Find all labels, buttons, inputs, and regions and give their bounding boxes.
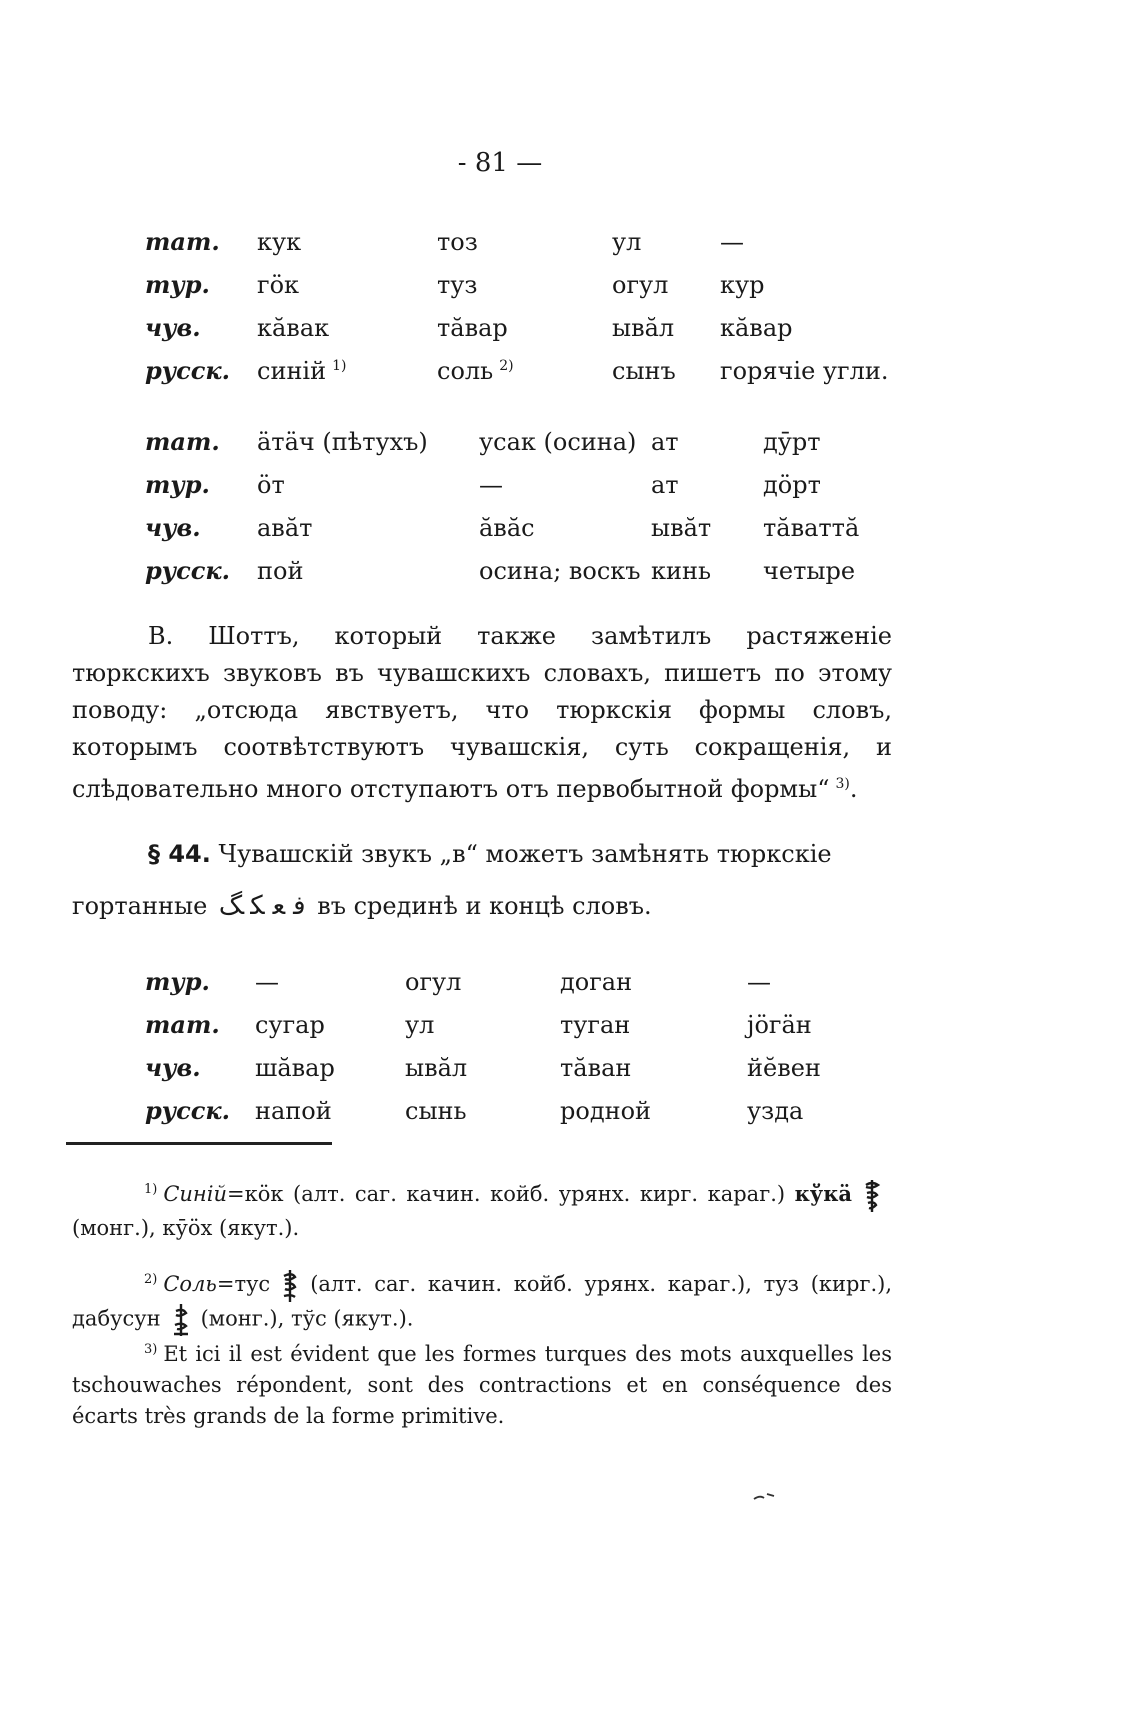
table-row xyxy=(145,506,859,549)
word-cell: авăт xyxy=(257,513,313,542)
word-text: соль xyxy=(437,356,494,385)
word-cell: осина; воскъ xyxy=(479,556,641,585)
lang-label: чув. xyxy=(145,313,201,342)
word-cell: тăваттă xyxy=(763,513,860,542)
footnote-text: кўкä xyxy=(794,1181,852,1206)
footnote-number: 1) xyxy=(144,1182,158,1197)
word-cell: сугар xyxy=(255,1010,325,1039)
table-row xyxy=(145,960,821,1003)
footnote-text: (монг.), кӯöх (якут.). xyxy=(72,1215,300,1240)
word-table-2 xyxy=(145,420,859,592)
table-row xyxy=(145,220,888,263)
word-cell: гöк xyxy=(257,270,300,299)
word-cell: доган xyxy=(560,967,633,996)
paragraph-end: . xyxy=(849,775,858,803)
section-44 xyxy=(72,828,892,932)
word-cell: сынь xyxy=(405,1096,467,1125)
word-cell: ывăт xyxy=(651,513,712,542)
footnote-word: Соль xyxy=(163,1272,217,1296)
arabic-letter: ف xyxy=(293,891,306,921)
footnote-ref: 2) xyxy=(499,357,514,374)
word-cell: четыре xyxy=(763,556,856,585)
word-cell xyxy=(437,349,612,392)
table-row xyxy=(145,306,888,349)
word-cell: родной xyxy=(560,1096,652,1125)
word-cell xyxy=(257,349,437,392)
lang-label: русск. xyxy=(145,556,230,585)
word-cell: огул xyxy=(612,270,669,299)
word-cell: кăвак xyxy=(257,313,330,342)
word-cell: — xyxy=(720,227,744,256)
mongolian-script-icon xyxy=(862,1179,882,1213)
word-cell: ул xyxy=(612,227,642,256)
table-row xyxy=(145,463,859,506)
word-cell: йĕвен xyxy=(747,1053,821,1082)
footnote-text: Et ici il est évident que les formes turques des mots auxquelles les tschouwaches répondent, sont des contractions et en conséquence des écarts très grands de la forme primitive. xyxy=(72,1342,892,1428)
arabic-letter: گ xyxy=(218,891,243,921)
table-row xyxy=(145,420,859,463)
word-cell: туз xyxy=(437,270,478,299)
lang-label: русск. xyxy=(145,356,230,385)
lang-label: тат. xyxy=(145,427,220,456)
word-cell: — xyxy=(479,470,503,499)
ink-speck-icon xyxy=(752,1488,776,1507)
word-table-1 xyxy=(145,220,888,392)
word-cell: ат xyxy=(651,427,679,456)
footnote-1 xyxy=(72,1174,892,1244)
word-cell: öт xyxy=(257,470,285,499)
word-cell: ывăл xyxy=(612,313,675,342)
word-cell: узда xyxy=(747,1096,804,1125)
footnote-text: =тус xyxy=(216,1272,271,1296)
footnote-ref: 1) xyxy=(332,357,347,374)
word-cell: напой xyxy=(255,1096,332,1125)
table-row xyxy=(145,1089,821,1132)
lang-label: русск. xyxy=(145,1096,230,1125)
arabic-letter: ك xyxy=(250,891,265,921)
word-cell: кур xyxy=(720,270,765,299)
section-text-end: въ срединѣ и концѣ словъ. xyxy=(317,892,652,920)
word-cell: ăвăс xyxy=(479,513,535,542)
lang-label: чув. xyxy=(145,513,201,542)
table-row xyxy=(145,1003,821,1046)
lang-label: тур. xyxy=(145,470,210,499)
mongolian-script-icon xyxy=(280,1269,300,1303)
lang-label: тат. xyxy=(145,227,220,256)
footnote-text: (алт. саг. качин. койб. урянх. караг.), туз (кирг.), дабусун xyxy=(72,1272,892,1330)
word-cell: äтäч (пѣтухъ) xyxy=(257,427,428,456)
word-cell: тоз xyxy=(437,227,478,256)
word-cell: ат xyxy=(651,470,679,499)
word-cell: jöгäн xyxy=(747,1010,812,1039)
word-cell: кинь xyxy=(651,556,712,585)
lang-label: чув. xyxy=(145,1053,201,1082)
mongolian-script-icon xyxy=(171,1303,191,1337)
word-cell: тăвар xyxy=(437,313,508,342)
word-cell: дӯрт xyxy=(763,427,821,456)
footnote-number: 2) xyxy=(144,1272,158,1287)
footnote-3 xyxy=(72,1334,892,1432)
lang-label: тур. xyxy=(145,270,210,299)
word-cell: — xyxy=(747,967,771,996)
word-text: синій xyxy=(257,356,327,385)
word-cell: кук xyxy=(257,227,302,256)
word-table-3 xyxy=(145,960,821,1132)
word-cell: тăван xyxy=(560,1053,632,1082)
footnote-word: Синій xyxy=(163,1182,228,1206)
section-text: Чувашскій звукъ „в“ можетъ замѣнять тюркскіе гортанные xyxy=(72,840,832,920)
word-cell: кăвар xyxy=(720,313,793,342)
word-cell: усак (осина) xyxy=(479,427,637,456)
word-cell: туган xyxy=(560,1010,631,1039)
page-number: - 81 — xyxy=(457,148,543,178)
footnote-text: (монг.), тўс (якут.). xyxy=(200,1306,414,1330)
section-heading: § 44. xyxy=(148,840,211,868)
table-row xyxy=(145,349,888,392)
table-row xyxy=(145,1046,821,1089)
table-row xyxy=(145,263,888,306)
word-cell: ывăл xyxy=(405,1053,468,1082)
paragraph-text: В. Шоттъ, который также замѣтилъ растяженіе тюркскихъ звуковъ въ чувашскихъ словахъ, пишетъ по этому поводу: „отсюда явствуетъ, что тюркскія формы словъ, которымъ соотвѣтствуютъ чувашскія, суть сокращенія, и слѣдовательно много отступаютъ отъ первобытной формы“ xyxy=(72,622,892,803)
footnote-text: =кöк (алт. саг. качин. койб. урянх. кирг. караг.) xyxy=(227,1182,786,1206)
word-cell: пой xyxy=(257,556,304,585)
word-cell: сынъ xyxy=(612,356,676,385)
word-cell: дöрт xyxy=(763,470,821,499)
word-cell: огул xyxy=(405,967,462,996)
lang-label: тат. xyxy=(145,1010,220,1039)
footnote-2 xyxy=(72,1264,892,1337)
footnote-number: 3) xyxy=(144,1342,158,1357)
footnote-ref: 3) xyxy=(835,776,850,792)
word-cell: ул xyxy=(405,1010,435,1039)
table-row xyxy=(145,549,859,592)
word-cell: горячіе угли. xyxy=(720,356,889,385)
arabic-letter: ع xyxy=(272,891,286,921)
word-cell: шăвар xyxy=(255,1053,335,1082)
body-paragraph xyxy=(72,618,892,808)
word-cell: — xyxy=(255,967,279,996)
footnote-rule xyxy=(66,1142,332,1145)
lang-label: тур. xyxy=(145,967,210,996)
